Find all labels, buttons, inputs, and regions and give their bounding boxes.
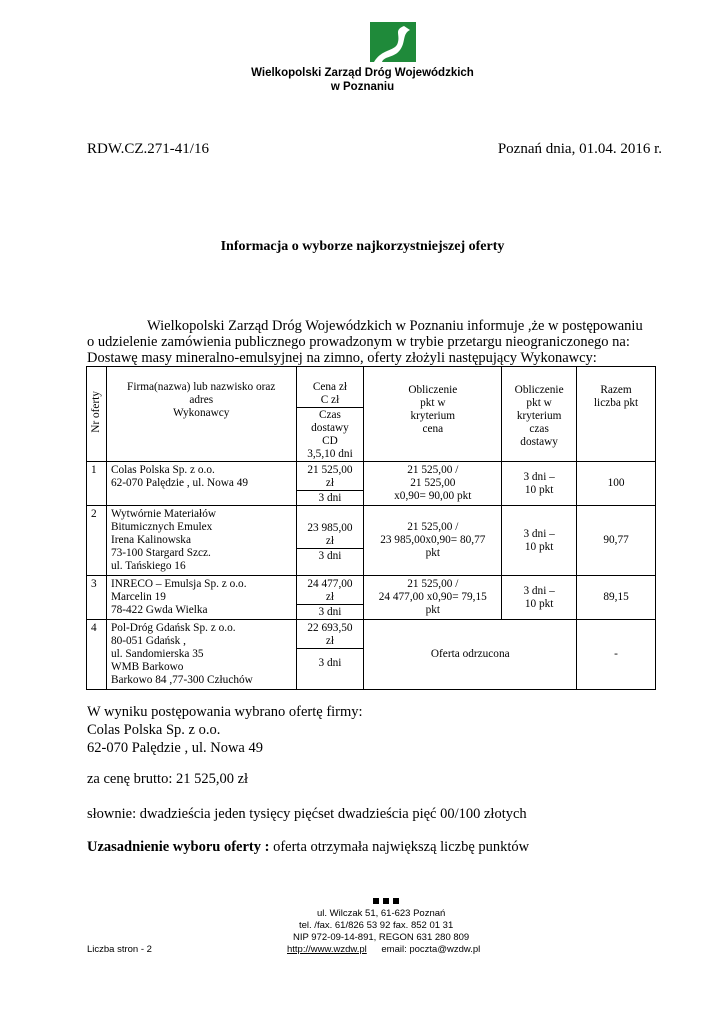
table-row [87,506,656,576]
winner-address: 62-070 Palędzie , ul. Nowa 49 [87,740,263,756]
footer-address: ul. Wilczak 51, 61-623 Poznań [317,908,446,919]
justification [87,838,529,856]
winner-price: za cenę brutto: 21 525,00 zł [87,771,249,787]
page-count: Liczba stron - 2 [87,944,152,955]
cell-nr: 3 [87,576,107,620]
cell-total: 100 [577,462,656,506]
intro-line: Wielkopolski Zarząd Dróg Wojewódzkich w Poznaniu informuje ,że w postępowaniu [147,318,643,334]
document-reference: RDW.CZ.271-41/16 [87,141,209,157]
cell-firm: Colas Polska Sp. z o.o. 62-070 Palędzie , ul. Nowa 49 [106,462,296,506]
header-calc-price: Obliczenie pkt w kryterium cena [364,367,502,462]
cell-firm: Wytwórnie Materiałów Bitumicznych Emulex Irena Kalinowska 73-100 Stargard Szcz. ul. Tańskiego 16 [106,506,296,576]
cell-calc-price: 21 525,00 / 23 985,00x0,90= 80,77 pkt [364,506,502,576]
header-nr: Nr oferty [87,367,107,462]
header-firm: Firma(nazwa) lub nazwisko oraz adres Wykonawcy [106,367,296,462]
justification-text: oferta otrzymała największą liczbę punktów [269,839,530,855]
intro-line: Dostawę masy mineralno-emulsyjnej na zimno, oferty złożyli następujący Wykonawcy: [87,350,597,366]
cell-price: 21 525,00 zł 3 dni [296,462,364,506]
footer-web-link[interactable]: http://www.wzdw.pl [287,944,367,955]
winner-name: Colas Polska Sp. z o.o. [87,722,221,738]
offers-table [86,366,656,690]
cell-firm: INRECO – Emulsja Sp. z o.o. Marcelin 19 78-422 Gwda Wielka [106,576,296,620]
cell-total: 90,77 [577,506,656,576]
cell-calc-time: 3 dni – 10 pkt [502,462,577,506]
table-header-row [87,367,656,462]
wzdw-logo [370,22,416,62]
header-calc-time: Obliczenie pkt w kryterium czas dostawy [502,367,577,462]
cell-nr: 2 [87,506,107,576]
cell-calc-time: 3 dni – 10 pkt [502,506,577,576]
cell-total: 89,15 [577,576,656,620]
header-total: Razem liczba pkt [577,367,656,462]
footer-divider-squares [371,897,401,904]
cell-price: 22 693,50 zł 3 dni [296,620,364,690]
cell-total: - [577,620,656,690]
price-in-words: słownie: dwadzieścia jeden tysięcy pięćset dwadzieścia pięć 00/100 złotych [87,806,527,822]
footer-email: email: poczta@wzdw.pl [381,944,481,955]
cell-calc-price: 21 525,00 / 24 477,00 x0,90= 79,15 pkt [364,576,502,620]
header-price: Cena zł C zł Czas dostawy CD 3,5,10 dni [296,367,364,462]
justification-label: Uzasadnienie wyboru oferty : [87,839,270,855]
table-row [87,462,656,506]
cell-nr: 1 [87,462,107,506]
cell-firm: Pol-Dróg Gdańsk Sp. z o.o. 80-051 Gdańsk , ul. Sandomierska 35 WMB Barkowo Barkowo 84 ,77-300 Człuchów [106,620,296,690]
intro-paragraph [87,318,662,366]
table-row [87,576,656,620]
cell-nr: 4 [87,620,107,690]
cell-price: 23 985,00 zł 3 dni [296,506,364,576]
intro-line: o udzielenie zamówienia publicznego prowadzonym w trybie przetargu nieograniczonego na: [87,334,630,350]
cell-calc-time: 3 dni – 10 pkt [502,576,577,620]
cell-rejected: Oferta odrzucona [364,620,577,690]
result-line: W wyniku postępowania wybrano ofertę firmy: [87,704,363,720]
document-title: Informacja o wyborze najkorzystniejszej oferty [220,239,505,254]
org-name-line1: Wielkopolski Zarząd Dróg Wojewódzkich [251,67,474,79]
footer-ids: NIP 972-09-14-891, REGON 631 280 809 [293,932,470,943]
footer-contact [287,908,547,956]
cell-price: 24 477,00 zł 3 dni [296,576,364,620]
table-row [87,620,656,690]
document-date: Poznań dnia, 01.04. 2016 r. [497,141,662,157]
footer-phone: tel. /fax. 61/826 53 92 fax. 852 01 31 [299,920,454,931]
org-name-line2: w Poznaniu [330,81,395,93]
cell-calc-price: 21 525,00 / 21 525,00 x0,90= 90,00 pkt [364,462,502,506]
